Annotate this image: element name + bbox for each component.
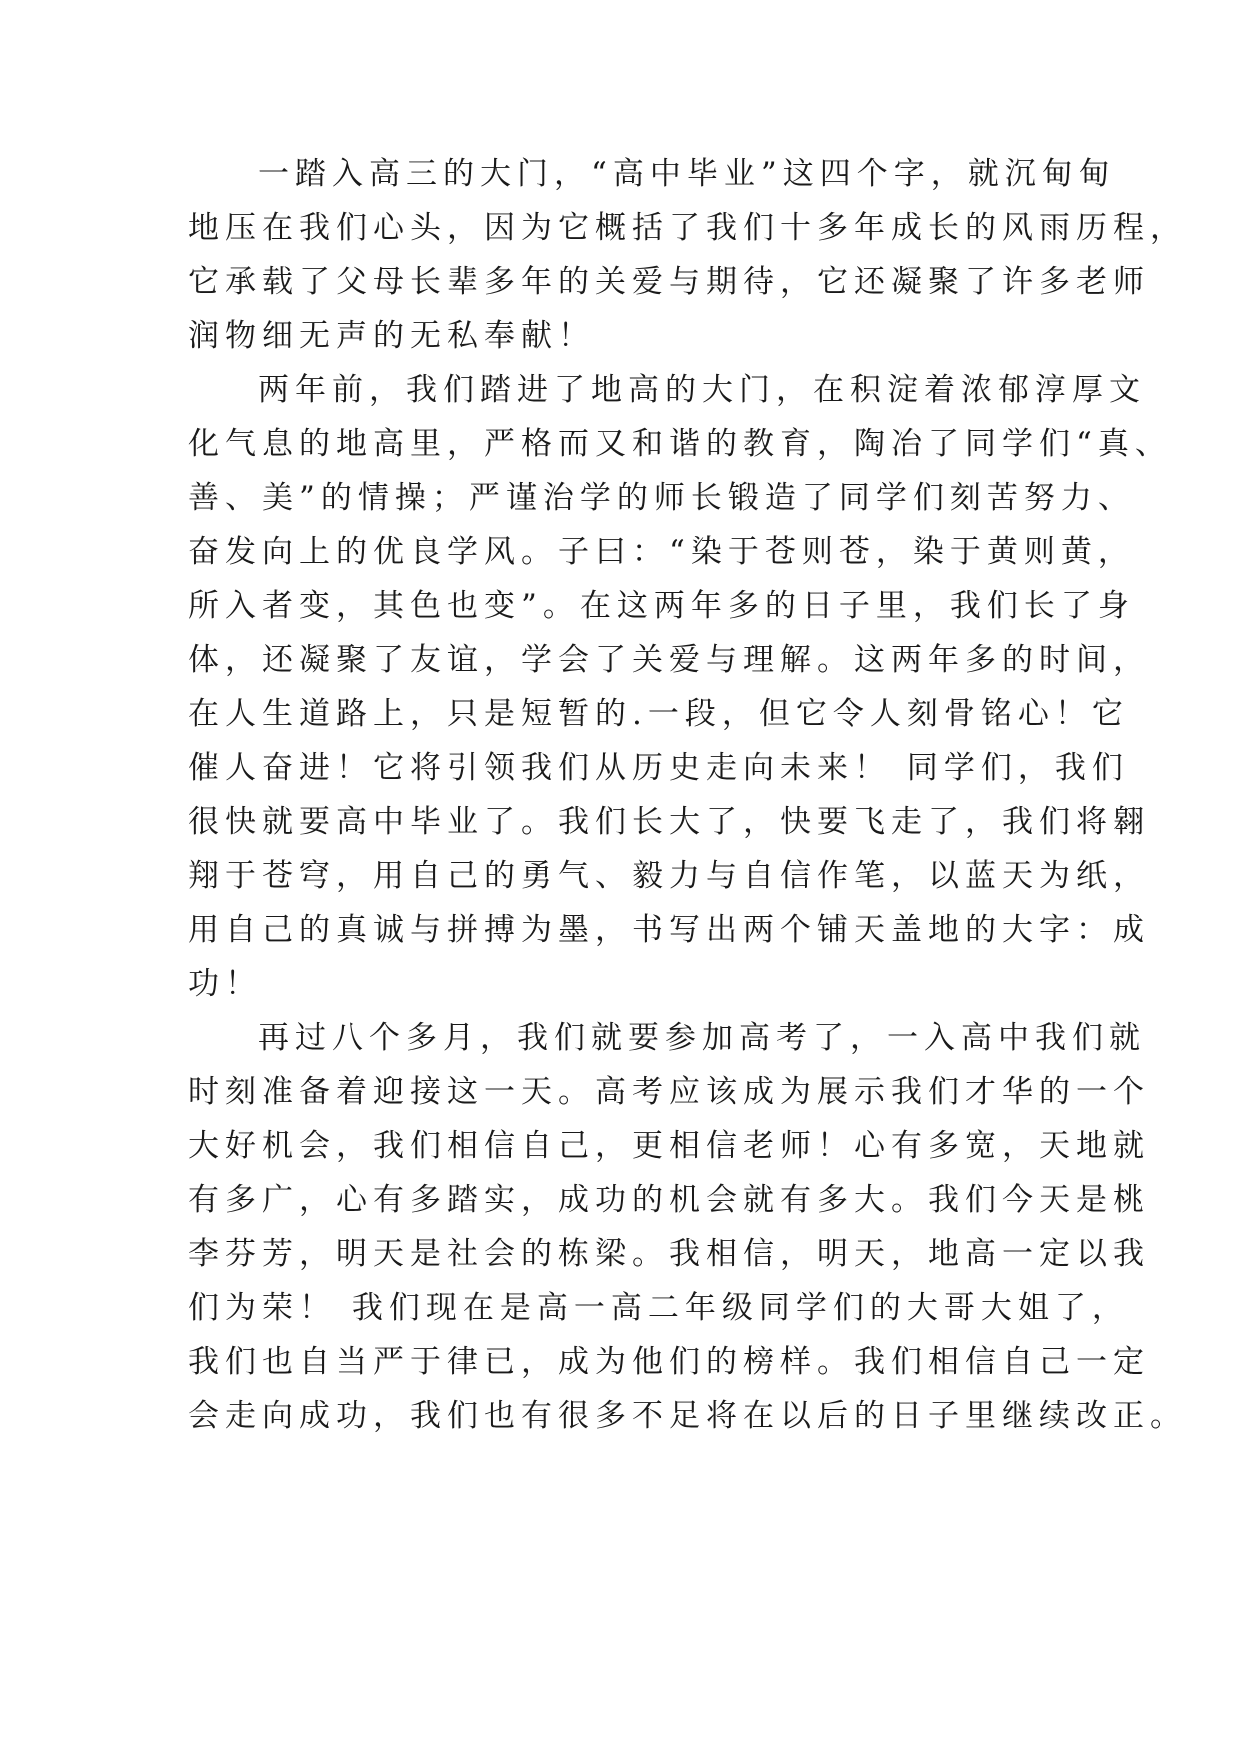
paragraph-1-line-2: 地压在我们心头，因为它概括了我们十多年成长的风雨历程， xyxy=(188,210,1187,246)
paragraph-3-line-6: 们为荣！ 我们现在是高一高二年级同学们的大哥大姐了， xyxy=(188,1290,1129,1326)
paragraph-2-line-10: 翔于苍穹，用自己的勇气、毅力与自信作笔，以蓝天为纸， xyxy=(188,858,1150,894)
paragraph-2-line-8: 催人奋进！它将引领我们从历史走向未来！ 同学们，我们 xyxy=(188,750,1129,786)
paragraph-3-line-8: 会走向成功，我们也有很多不足将在以后的日子里继续改正。 xyxy=(188,1398,1187,1434)
paragraph-3-line-1: 再过八个多月，我们就要参加高考了，一入高中我们就 xyxy=(258,1020,1146,1056)
paragraph-3-line-7: 我们也自当严于律已，成为他们的榜样。我们相信自己一定 xyxy=(188,1344,1150,1380)
paragraph-2-line-12: 功！ xyxy=(188,966,262,1002)
paragraph-2-line-11: 用自己的真诚与拼搏为墨，书写出两个铺天盖地的大字：成 xyxy=(188,912,1150,948)
paragraph-3-line-2: 时刻准备着迎接这一天。高考应该成为展示我们才华的一个 xyxy=(188,1074,1150,1110)
paragraph-2-line-2: 化气息的地高里，严格而又和谐的教育，陶冶了同学们“真、 xyxy=(188,426,1172,462)
paragraph-2-line-5: 所入者变，其色也变”。在这两年多的日子里，我们长了身 xyxy=(188,588,1135,624)
paragraph-2-line-9: 很快就要高中毕业了。我们长大了，快要飞走了，我们将翱 xyxy=(188,804,1150,840)
paragraph-3-line-3: 大好机会，我们相信自己，更相信老师！心有多宽，天地就 xyxy=(188,1128,1150,1164)
paragraph-2-line-6: 体，还凝聚了友谊，学会了关爱与理解。这两年多的时间， xyxy=(188,642,1150,678)
paragraph-1-line-4: 润物细无声的无私奉献！ xyxy=(188,318,595,354)
paragraph-3-line-5: 李芬芳，明天是社会的栋梁。我相信，明天，地高一定以我 xyxy=(188,1236,1150,1272)
paragraph-3-line-4: 有多广，心有多踏实，成功的机会就有多大。我们今天是桃 xyxy=(188,1182,1150,1218)
paragraph-1-line-3: 它承载了父母长辈多年的关爱与期待，它还凝聚了许多老师 xyxy=(188,264,1150,300)
paragraph-2-line-4: 奋发向上的优良学风。子曰：“染于苍则苍，染于黄则黄， xyxy=(188,534,1135,570)
paragraph-2-line-7: 在人生道路上，只是短暂的.一段，但它令人刻骨铭心！它 xyxy=(188,696,1129,732)
paragraph-2-line-1: 两年前，我们踏进了地高的大门，在积淀着浓郁淳厚文 xyxy=(258,372,1146,408)
paragraph-2-line-3: 善、美”的情操；严谨治学的师长锻造了同学们刻苦努力、 xyxy=(188,480,1135,516)
paragraph-1-line-1: 一踏入高三的大门，“高中毕业”这四个字，就沉甸甸 xyxy=(258,156,1116,192)
